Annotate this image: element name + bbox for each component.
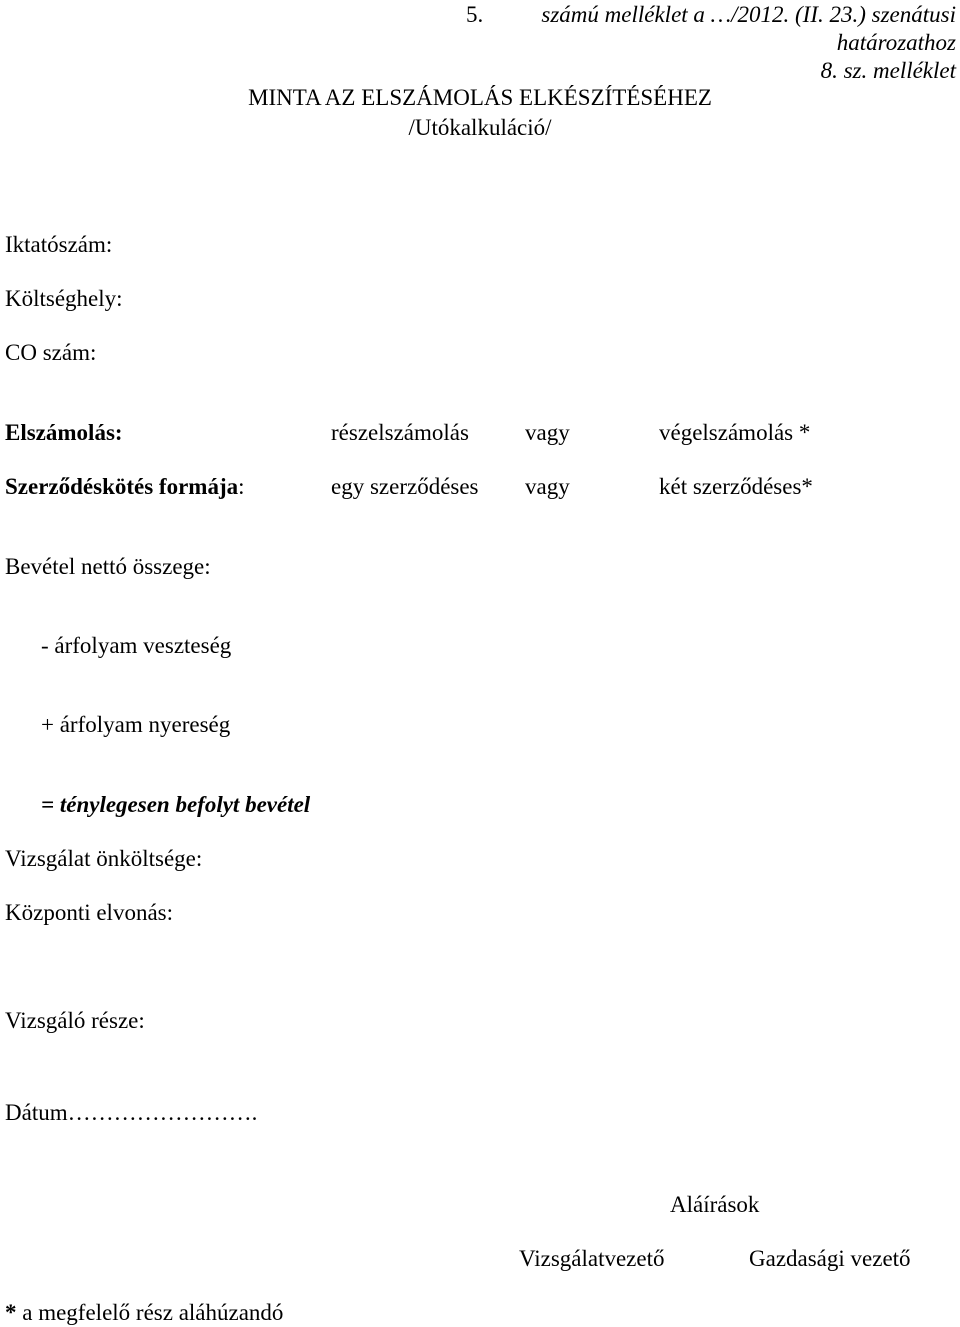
szerzodes-option-double: két szerződéses* — [659, 474, 813, 499]
date-line: Dátum……………………. — [5, 1100, 258, 1125]
bevetel-loss: - árfolyam veszteség — [41, 633, 232, 658]
cost-kozponti: Központi elvonás: — [5, 900, 173, 925]
footnote — [5, 1301, 283, 1324]
field-koltseghely: Költséghely: — [5, 286, 123, 311]
page-subtitle: /Utókalkuláció/ — [408, 115, 552, 140]
elszamolas-option-partial: részelszámolás — [331, 420, 469, 445]
annex-line-3: 8. sz. melléklet — [820, 58, 956, 83]
annex-line-2: határozathoz — [836, 30, 956, 55]
signer-gazdasagi-vezeto: Gazdasági vezető — [749, 1246, 911, 1271]
annex-number: 5. — [466, 2, 484, 27]
szerzodes-label-colon: : — [238, 474, 245, 499]
elszamolas-separator: vagy — [525, 420, 570, 445]
footnote-star: * — [5, 1300, 17, 1325]
signatures-title: Aláírások — [670, 1192, 760, 1217]
bevetel-actual: = ténylegesen befolyt bevétel — [41, 792, 311, 817]
footnote-text: a megfelelő rész aláhúzandó — [16, 1300, 284, 1325]
cost-vizsgalat: Vizsgálat önköltsége: — [5, 846, 203, 871]
field-iktatoszam: Iktatószám: — [5, 232, 113, 257]
elszamolas-label: Elszámolás: — [5, 420, 123, 445]
cost-vizsgalo: Vizsgáló része: — [5, 1008, 145, 1033]
elszamolas-option-final: végelszámolás * — [659, 420, 811, 445]
signer-vizsgalatvezeto: Vizsgálatvezető — [519, 1246, 665, 1271]
szerzodes-label — [5, 475, 245, 498]
szerzodes-label-text: Szerződéskötés formája — [5, 474, 239, 499]
bevetel-gain: + árfolyam nyereség — [41, 712, 231, 737]
szerzodes-separator: vagy — [525, 474, 570, 499]
annex-line-1: számú melléklet a …/2012. (II. 23.) szenátusi — [541, 2, 956, 27]
field-co-szam: CO szám: — [5, 340, 97, 365]
szerzodes-option-single: egy szerződéses — [331, 474, 479, 499]
bevetel-label: Bevétel nettó összege: — [5, 554, 211, 579]
page-title: MINTA AZ ELSZÁMOLÁS ELKÉSZÍTÉSÉHEZ — [248, 85, 712, 110]
